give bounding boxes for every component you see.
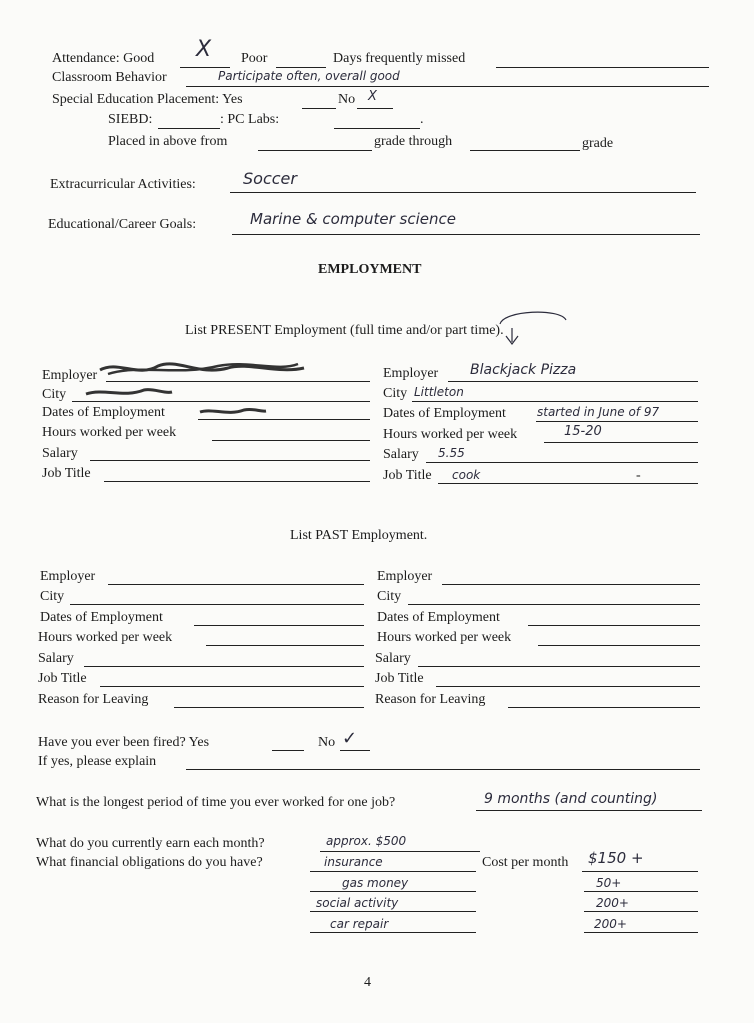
present-right-city-label: City <box>383 386 408 401</box>
grade-through-line <box>470 150 580 151</box>
page-number: 4 <box>364 975 371 990</box>
fired-yes-line <box>272 750 304 751</box>
present-left-employer-scribble <box>98 358 308 380</box>
explain-label: If yes, please explain <box>38 754 157 769</box>
cost-value-1: $150 + <box>588 849 644 867</box>
present-left-city-scribble <box>84 386 174 400</box>
present-left-dates-line <box>198 419 370 420</box>
present-left-salary-label: Salary <box>42 446 78 461</box>
earn-line <box>320 851 480 852</box>
past-right-hours-line <box>538 645 700 646</box>
past-right-city-label: City <box>377 589 402 604</box>
present-left-hours-line <box>212 440 370 441</box>
present-right-job-title-label: Job Title <box>383 468 432 483</box>
past-left-dates-line <box>194 625 364 626</box>
present-right-dates-line <box>536 421 698 422</box>
grade-label: grade <box>582 136 614 151</box>
employment-heading: EMPLOYMENT <box>318 262 422 277</box>
past-left-employer-line <box>108 584 364 585</box>
past-left-salary-line <box>84 666 364 667</box>
obligation-line-1 <box>310 871 476 872</box>
poor-label: Poor <box>241 51 268 66</box>
special-ed-no-mark: X <box>368 89 377 104</box>
goals-label: Educational/Career Goals: <box>48 217 197 232</box>
fired-no-line <box>340 750 370 751</box>
past-right-salary-line <box>418 666 700 667</box>
present-right-employer-line <box>448 381 698 382</box>
present-left-job-title-label: Job Title <box>42 466 91 481</box>
past-right-city-line <box>408 604 700 605</box>
special-ed-no-line <box>357 108 393 109</box>
cost-line-2 <box>584 891 698 892</box>
present-right-salary-label: Salary <box>383 447 419 462</box>
past-left-hours-label: Hours worked per week <box>38 630 173 645</box>
fired-no-label: No <box>318 735 336 750</box>
present-left-employer-line <box>106 381 370 382</box>
present-right-dates-label: Dates of Employment <box>383 406 506 421</box>
days-missed-label: Days frequently missed <box>333 51 466 66</box>
attendance-good-mark: X <box>196 37 212 62</box>
present-right-city-value: Littleton <box>414 385 464 399</box>
past-right-dates-label: Dates of Employment <box>377 610 500 625</box>
grade-through-label: grade through <box>374 134 453 149</box>
obligation-line-3 <box>310 911 476 912</box>
past-right-salary-label: Salary <box>375 651 411 666</box>
pc-labs-label: : PC Labs: <box>220 112 280 127</box>
part-time-circle <box>494 306 574 354</box>
present-right-job-title-value: cook <box>452 468 481 482</box>
earn-value: approx. $500 <box>326 834 407 848</box>
cost-value-4: 200+ <box>594 917 627 931</box>
fired-no-mark: ✓ <box>342 728 358 749</box>
obligations-label: What financial obligations do you have? <box>36 855 263 870</box>
fired-label: Have you ever been fired? Yes <box>38 735 210 750</box>
past-right-dates-line <box>528 625 700 626</box>
present-left-employer-label: Employer <box>42 368 98 383</box>
past-left-employer-label: Employer <box>40 569 96 584</box>
past-left-city-label: City <box>40 589 65 604</box>
cost-line-4 <box>584 932 698 933</box>
past-left-reason-line <box>174 707 364 708</box>
placed-label: Placed in above from <box>108 134 228 149</box>
present-left-hours-label: Hours worked per week <box>42 425 177 440</box>
present-right-city-line <box>412 401 698 402</box>
past-right-hours-label: Hours worked per week <box>377 630 512 645</box>
past-left-job-title-line <box>100 686 364 687</box>
present-right-hours-value: 15-20 <box>564 424 602 439</box>
cost-line-3 <box>584 911 698 912</box>
past-right-employer-line <box>442 584 700 585</box>
obligation-name-4: car repair <box>330 917 389 931</box>
present-right-job-title-dash: - <box>636 468 641 483</box>
cost-value-2: 50+ <box>596 876 622 890</box>
days-missed-line <box>496 67 709 68</box>
present-right-hours-line <box>544 442 698 443</box>
present-right-job-title-line <box>438 483 698 484</box>
goals-line <box>232 234 700 235</box>
present-left-salary-line <box>90 460 370 461</box>
longest-job-line <box>476 810 702 811</box>
obligation-name-1: insurance <box>324 855 383 869</box>
obligation-name-3: social activity <box>316 896 399 910</box>
present-right-employer-label: Employer <box>383 366 439 381</box>
obligation-line-2 <box>310 891 476 892</box>
past-right-reason-line <box>508 707 700 708</box>
cost-label: Cost per month <box>482 855 569 870</box>
earn-label: What do you currently earn each month? <box>36 836 265 851</box>
past-right-job-title-label: Job Title <box>375 671 424 686</box>
pc-labs-line <box>334 128 420 129</box>
cost-value-3: 200+ <box>596 896 629 910</box>
past-left-dates-label: Dates of Employment <box>40 610 163 625</box>
explain-line <box>186 769 700 770</box>
present-left-city-line <box>72 401 370 402</box>
present-right-hours-label: Hours worked per week <box>383 427 518 442</box>
special-ed-yes-line <box>302 108 336 109</box>
special-ed-label: Special Education Placement: Yes <box>52 92 243 107</box>
present-left-dates-label: Dates of Employment <box>42 405 165 420</box>
present-right-employer-value: Blackjack Pizza <box>470 362 577 378</box>
past-left-city-line <box>70 604 364 605</box>
cost-line-1 <box>582 871 698 872</box>
placed-from-line <box>258 150 372 151</box>
present-right-salary-value: 5.55 <box>438 446 465 460</box>
present-right-dates-value: started in June of 97 <box>537 405 660 419</box>
present-left-job-title-line <box>104 481 370 482</box>
special-ed-no-label: No <box>338 92 356 107</box>
extracurricular-value: Soccer <box>243 169 297 188</box>
extracurricular-label: Extracurricular Activities: <box>50 177 196 192</box>
past-left-hours-line <box>206 645 364 646</box>
longest-job-label: What is the longest period of time you ever worked for one job? <box>36 795 396 810</box>
past-left-salary-label: Salary <box>38 651 74 666</box>
present-left-dates-scribble <box>198 406 268 418</box>
past-employment-heading: List PAST Employment. <box>290 528 428 543</box>
present-left-city-label: City <box>42 387 67 402</box>
past-left-reason-label: Reason for Leaving <box>38 692 149 707</box>
goals-value: Marine & computer science <box>250 210 456 228</box>
past-right-reason-label: Reason for Leaving <box>375 692 486 707</box>
past-right-employer-label: Employer <box>377 569 433 584</box>
attendance-label: Attendance: Good <box>52 51 155 66</box>
pc-labs-period: . <box>420 112 424 127</box>
classroom-behavior-label: Classroom Behavior <box>52 70 167 85</box>
longest-job-value: 9 months (and counting) <box>484 791 658 807</box>
present-right-salary-line <box>426 462 698 463</box>
extracurricular-line <box>230 192 696 193</box>
obligation-name-2: gas money <box>342 876 409 890</box>
classroom-behavior-line <box>186 86 709 87</box>
obligation-line-4 <box>310 932 476 933</box>
past-right-job-title-line <box>436 686 700 687</box>
siebd-line <box>158 128 220 129</box>
siebd-label: SIEBD: <box>108 112 153 127</box>
past-left-job-title-label: Job Title <box>38 671 87 686</box>
classroom-behavior-value: Participate often, overall good <box>218 69 400 83</box>
present-employment-heading: List PRESENT Employment (full time and/or part time). <box>185 323 504 338</box>
